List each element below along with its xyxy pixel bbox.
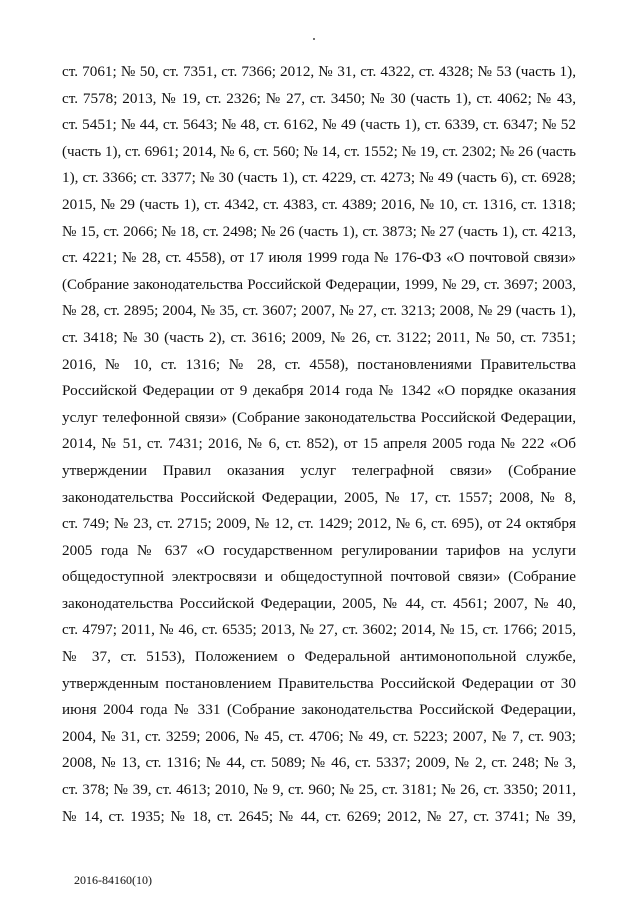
text-line: законодательства Российской Федерации, 2005, № 44, ст. 4561; 2007, № 40,	[62, 594, 576, 612]
text-line: 2005 года № 637 «О государственном регулировании тарифов на услуги	[62, 541, 576, 559]
text-line: утверждении Правил оказания услуг телеграфной связи» (Собрание	[62, 461, 576, 479]
text-line: общедоступной электросвязи и общедоступной почтовой связи» (Собрание	[62, 568, 576, 586]
text-line: законодательства Российской Федерации, 2005, № 17, ст. 1557; 2008, № 8,	[62, 488, 576, 506]
text-line: ст. 7578; 2013, № 19, ст. 2326; № 27, ст. 3450; № 30 (часть 1), ст. 4062; № 43,	[62, 89, 576, 107]
text-line: (часть 1), ст. 6961; 2014, № 6, ст. 560; № 14, ст. 1552; № 19, ст. 2302; № 26 (часть	[62, 143, 576, 160]
text-line: ст. 7061; № 50, ст. 7351, ст. 7366; 2012, № 31, ст. 4322, ст. 4328; № 53 (часть 1),	[62, 63, 576, 80]
text-line: 2008, № 13, ст. 1316; № 44, ст. 5089; № 46, ст. 5337; 2009, № 2, ст. 248; № 3,	[62, 754, 576, 772]
body-text	[62, 59, 576, 830]
text-line: услуг телефонной связи» (Собрание законодательства Российской Федерации,	[62, 408, 576, 426]
text-line: 2016, № 10, ст. 1316; № 28, ст. 4558), постановлениями Правительства	[62, 355, 576, 373]
text-line: ст. 749; № 23, ст. 2715; 2009, № 12, ст. 1429; 2012, № 6, ст. 695), от 24 октября	[62, 515, 576, 533]
text-line: № 14, ст. 1935; № 18, ст. 2645; № 44, ст. 6269; 2012, № 27, ст. 3741; № 39,	[62, 807, 576, 825]
text-line: июня 2004 года № 331 (Собрание законодательства Российской Федерации,	[62, 701, 576, 719]
footer-document-code: 2016-84160(10)	[74, 873, 152, 887]
text-line: 2015, № 29 (часть 1), ст. 4342, ст. 4383, ст. 4389; 2016, № 10, ст. 1316, ст. 1318;	[62, 195, 576, 213]
text-line: № 15, ст. 2066; № 18, ст. 2498; № 26 (часть 1), ст. 3873; № 27 (часть 1), ст. 4213,	[62, 222, 576, 240]
text-line: ст. 3418; № 30 (часть 2), ст. 3616; 2009, № 26, ст. 3122; 2011, № 50, ст. 7351;	[62, 328, 576, 346]
text-line: ст. 5451; № 44, ст. 5643; № 48, ст. 6162, № 49 (часть 1), ст. 6339, ст. 6347; № 52	[62, 116, 576, 134]
text-line: 1), ст. 3366; ст. 3377; № 30 (часть 1), ст. 4229, ст. 4273; № 49 (часть 6), ст. 6928;	[62, 169, 576, 187]
text-line: ст. 378; № 39, ст. 4613; 2010, № 9, ст. 960; № 25, ст. 3181; № 26, ст. 3350; 2011,	[62, 781, 576, 799]
text-line: 2014, № 51, ст. 7431; 2016, № 6, ст. 852), от 15 апреля 2005 года № 222 «Об	[62, 435, 576, 453]
text-line: Российской Федерации от 9 декабря 2014 года № 1342 «О порядке оказания	[62, 382, 576, 400]
text-line: (Собрание законодательства Российской Федерации, 1999, № 29, ст. 3697; 2003,	[62, 276, 576, 293]
text-line: 2004, № 31, ст. 3259; 2006, № 45, ст. 4706; № 49, ст. 5223; 2007, № 7, ст. 903;	[62, 727, 576, 745]
text-line: утвержденным постановлением Правительства Российской Федерации от 30	[62, 674, 576, 692]
text-line: № 37, ст. 5153), Положением о Федеральной антимонопольной службе,	[62, 648, 576, 666]
scan-speck	[313, 38, 315, 40]
text-line: ст. 4797; 2011, № 46, ст. 6535; 2013, № 27, ст. 3602; 2014, № 15, ст. 1766; 2015,	[62, 621, 576, 639]
text-line: № 28, ст. 2895; 2004, № 35, ст. 3607; 2007, № 27, ст. 3213; 2008, № 29 (часть 1),	[62, 302, 576, 320]
text-line: ст. 4221; № 28, ст. 4558), от 17 июля 1999 года № 176-ФЗ «О почтовой связи»	[62, 249, 576, 267]
